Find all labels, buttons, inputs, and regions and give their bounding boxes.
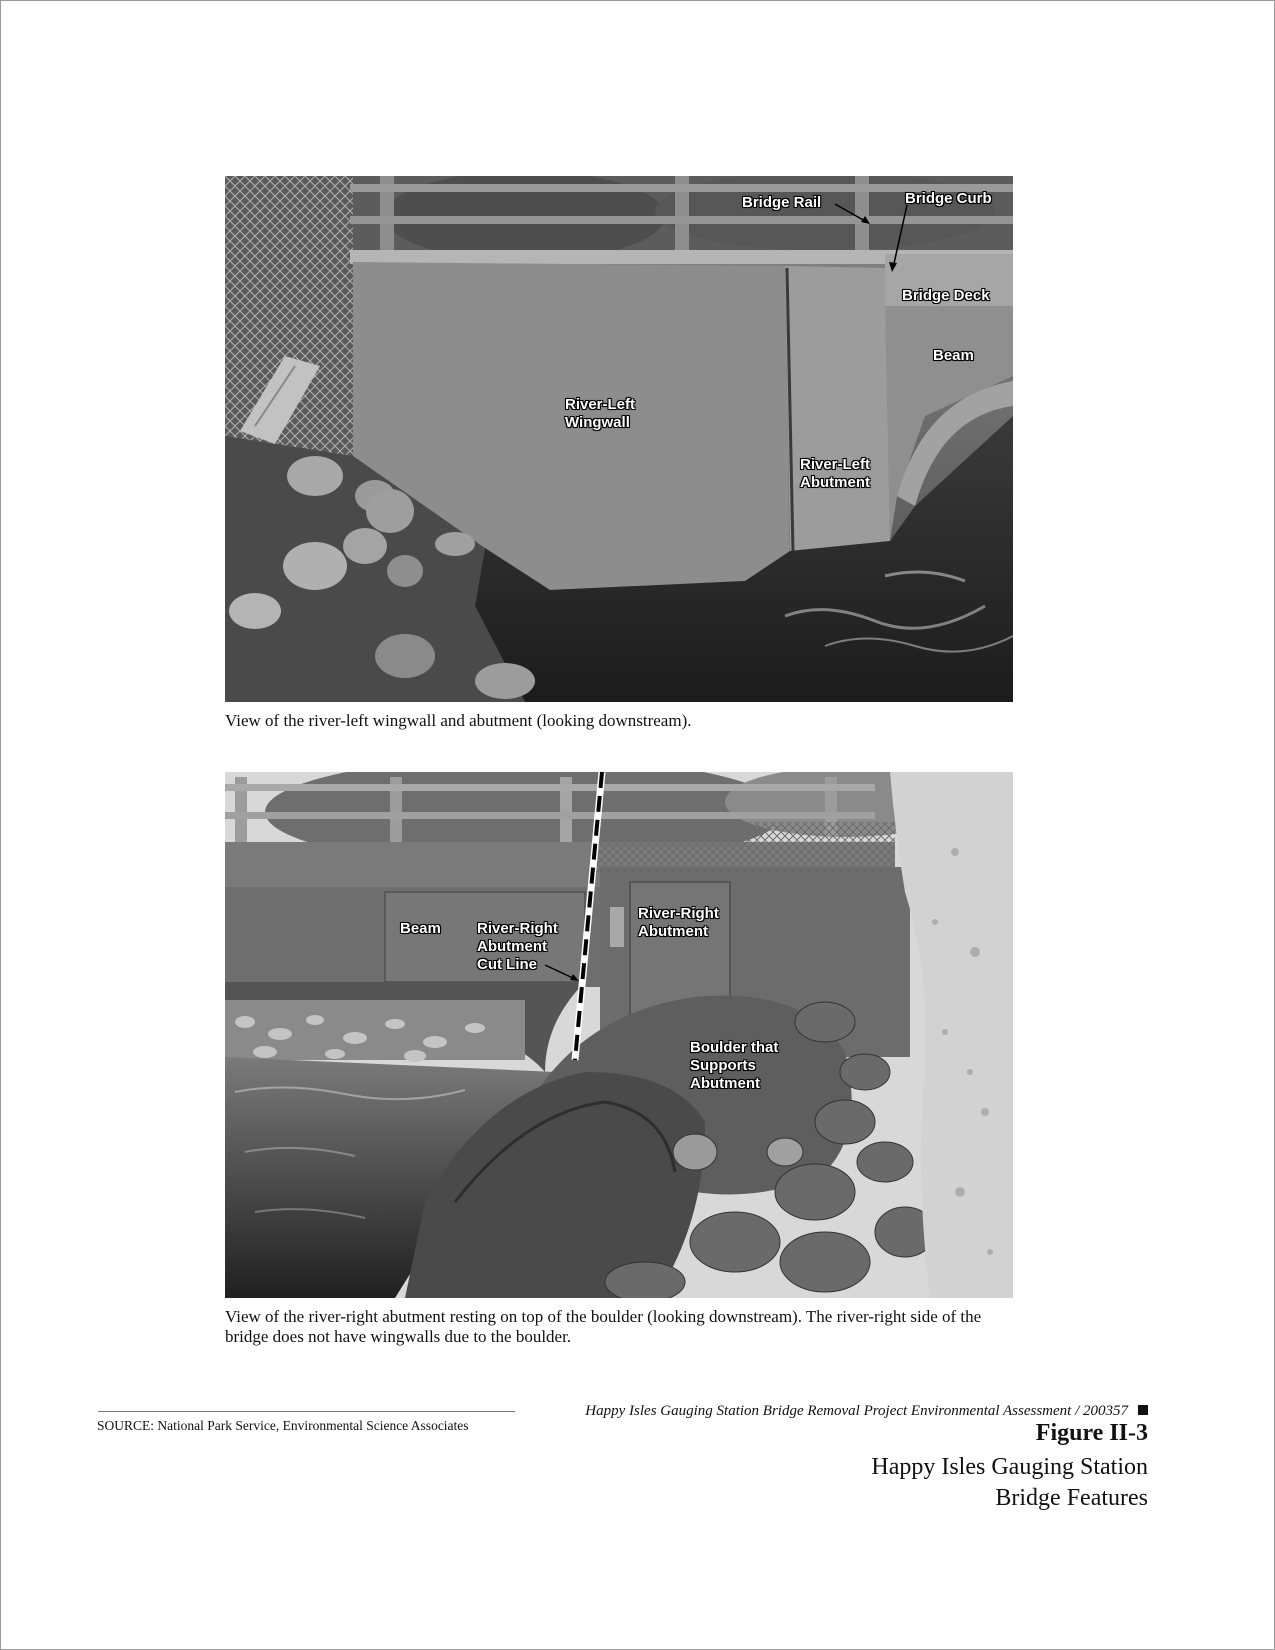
source-note: SOURCE: National Park Service, Environmental Science Associates <box>97 1418 469 1433</box>
photo-river-right <box>225 772 1013 1298</box>
footer-rule <box>98 1411 515 1412</box>
photo-river-left <box>225 176 1013 702</box>
label-bridge-curb: Bridge Curb <box>905 190 992 207</box>
label-beam-2: Beam <box>400 920 441 937</box>
label-river-left-wingwall: River-Left Wingwall <box>565 396 636 431</box>
label-boulder: Boulder that Supports Abutment <box>690 1039 779 1092</box>
bullet-square-icon <box>1138 1405 1148 1415</box>
label-bridge-deck: Bridge Deck <box>902 287 990 304</box>
photo-river-left-image <box>225 176 1013 702</box>
figure-title: Happy Isles Gauging Station Bridge Features <box>871 1454 1148 1511</box>
label-beam: Beam <box>933 347 974 364</box>
caption-photo-2: View of the river-right abutment resting on top of the boulder (looking downstream). The river-right side of the bridge does not have wingwalls due to the boulder. <box>225 1307 982 1346</box>
label-river-left-abutment: River-Left Abutment <box>800 456 871 491</box>
label-bridge-rail: Bridge Rail <box>742 194 822 211</box>
photo-river-right-image <box>225 772 1013 1298</box>
label-river-right-abutment: River-Right Abutment <box>638 905 719 940</box>
figure-number: Figure II-3 <box>1035 1420 1148 1446</box>
label-river-right-abutment-cut-line: River-Right Abutment Cut Line <box>477 920 558 973</box>
report-header-line: Happy Isles Gauging Station Bridge Removal Project Environmental Assessment / 200357 <box>585 1403 1128 1419</box>
caption-photo-1: View of the river-left wingwall and abutment (looking downstream). <box>225 711 692 730</box>
